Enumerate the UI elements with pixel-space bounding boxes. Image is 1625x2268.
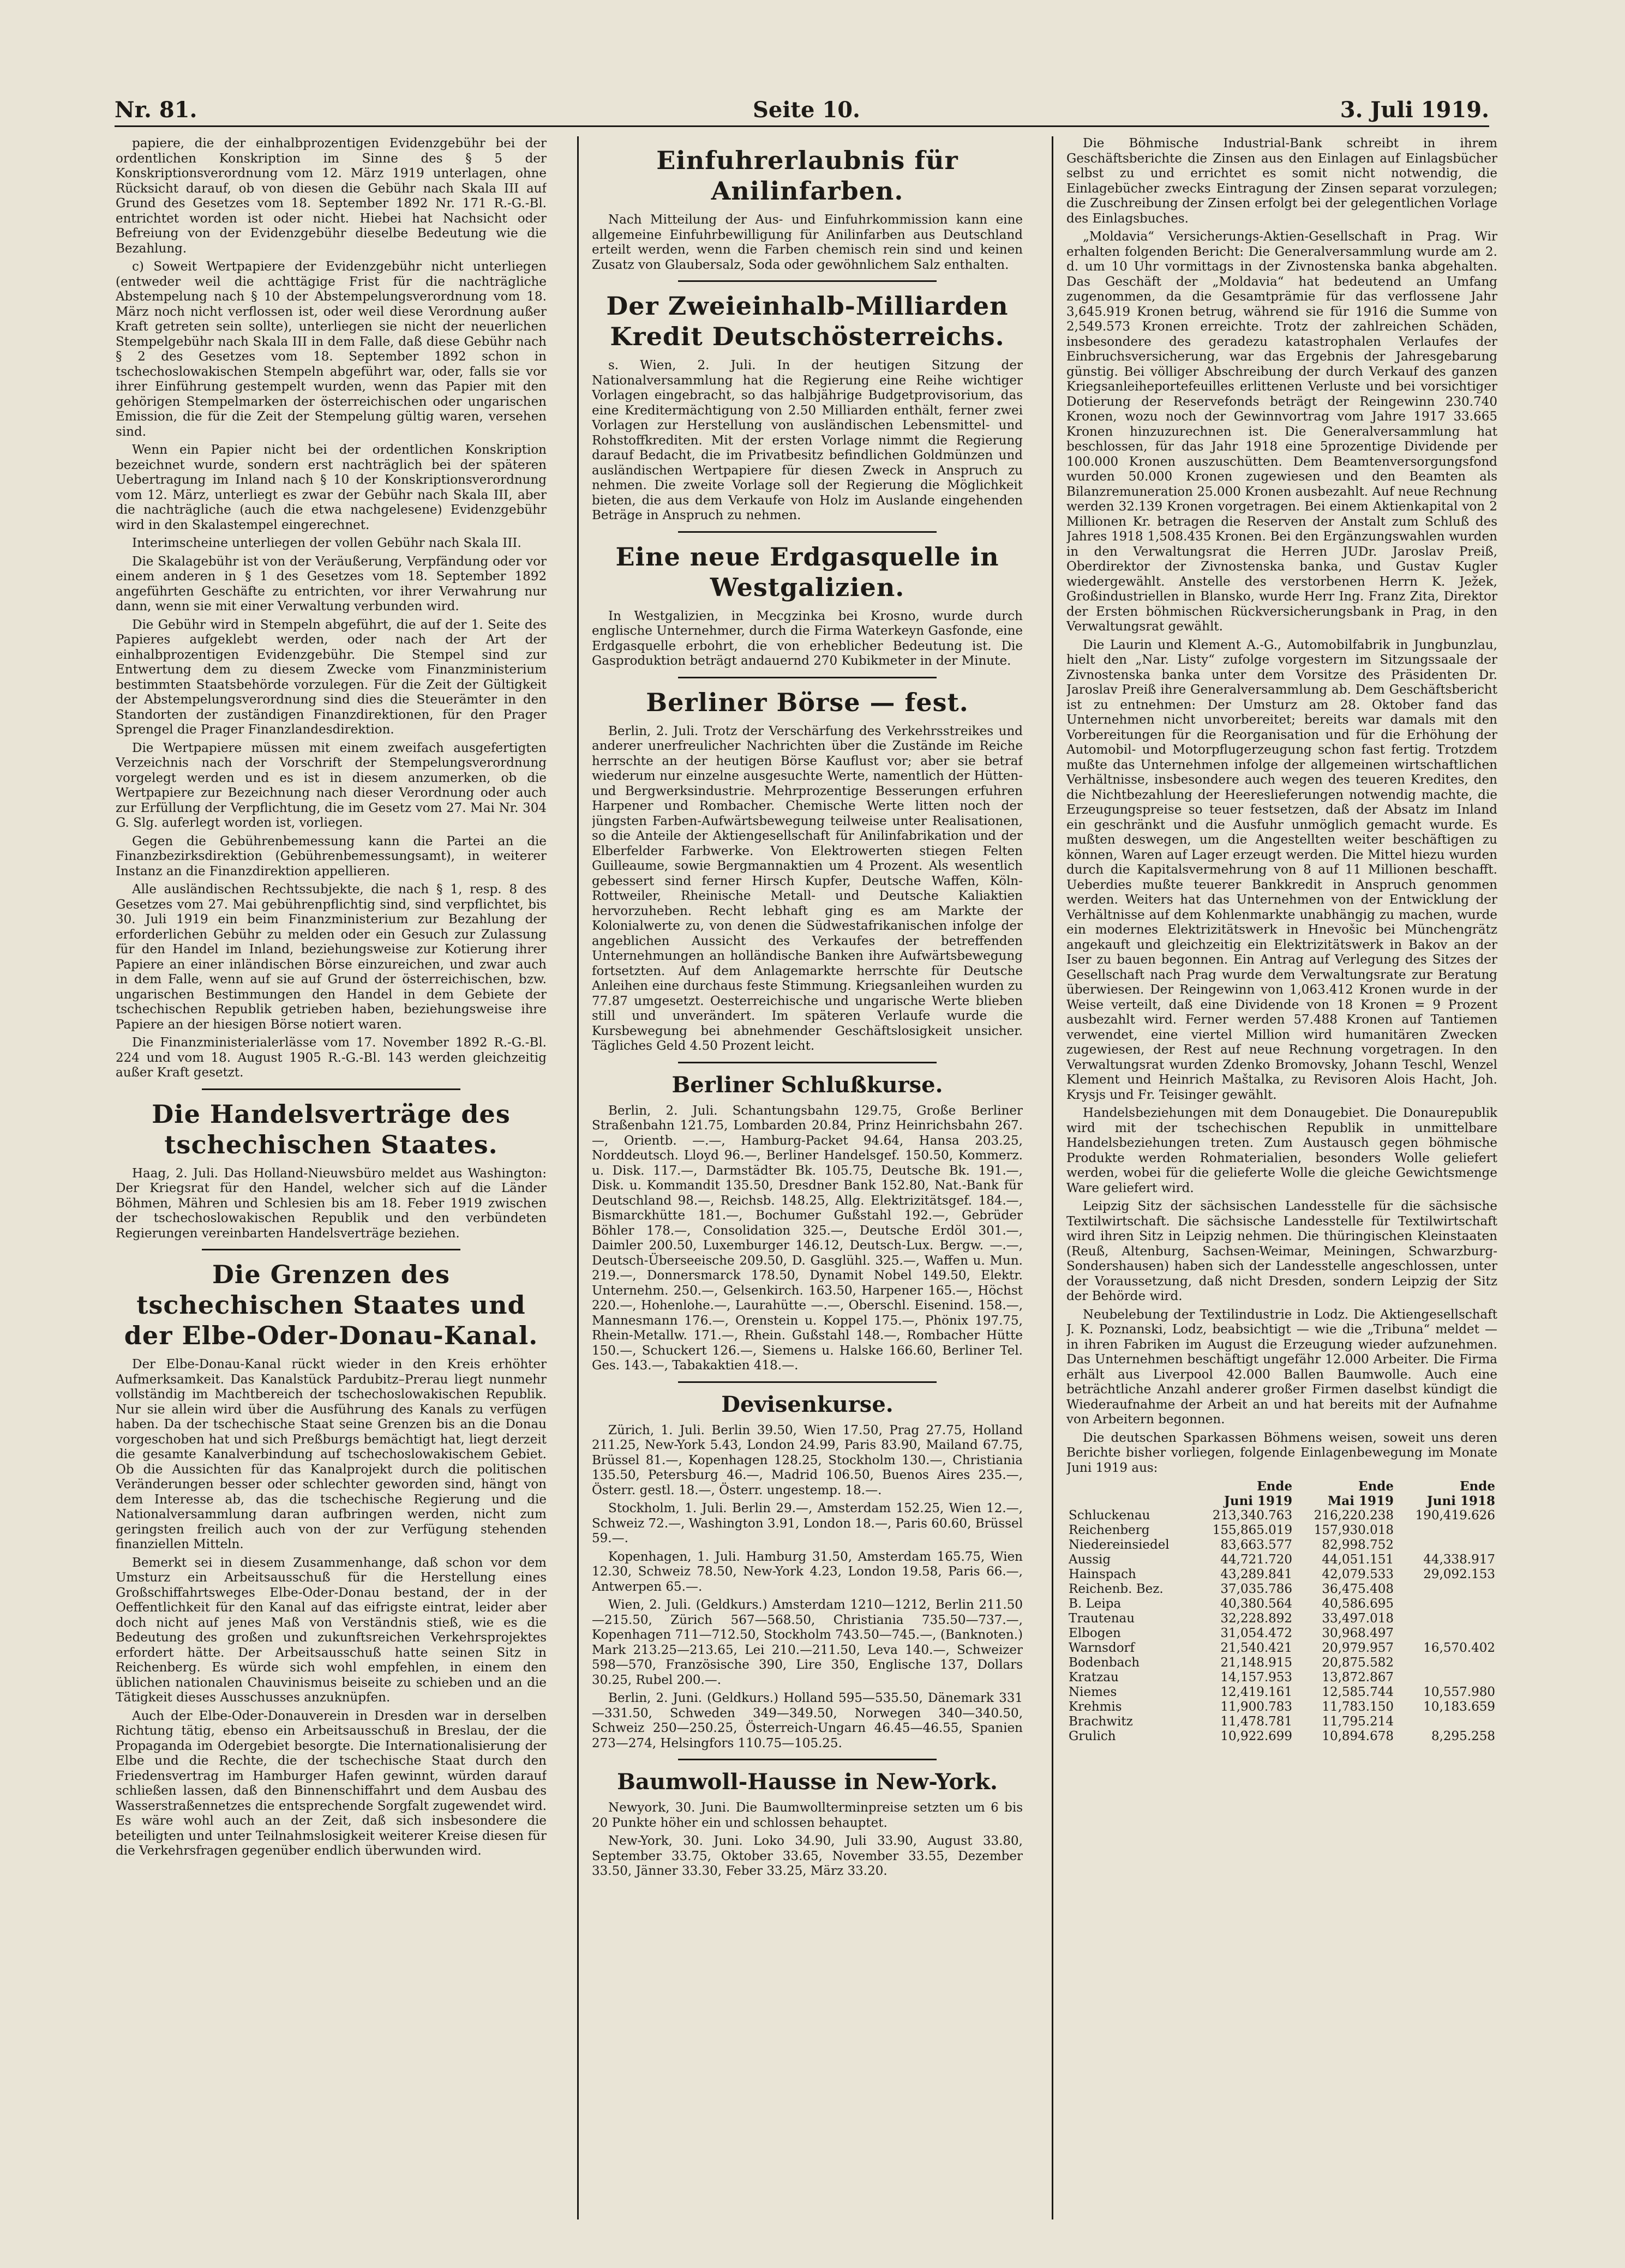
section-divider (678, 531, 937, 533)
paragraph: papiere, die der einhalbprozentigen Evidenzgebühr bei der ordentlichen Konskription im Sinne des § 5 der Konskriptionsverordnung vom 12. März 1919 unterlagen, ohne Rücksicht darauf, ob von diesen die Gebühr nach Skala III auf Grund des Gesetzes vom 18. September 1892 Nr. 171 R.-G.-Bl. entrichtet worden ist oder nicht. Hiebei hat Nachsicht oder Befreiung von der Evidenzgebühr dieselbe Bedeutung wie die Bezahlung. (116, 136, 547, 256)
sparkasse-name: Reichenb. Bez. (1069, 1582, 1164, 1596)
section-divider (678, 1381, 937, 1383)
column-3 (1066, 136, 1497, 2219)
sparkasse-name: Niemes (1069, 1685, 1117, 1699)
paragraph: Wenn ein Papier nicht bei der ordentlichen Konskription bezeichnet wurde, sondern erst nachträglich bei der späteren Uebertragung im Inland nach § 10 der Konskriptionsverordnung vom 12. März, unterliegt es zwar der Gebühr nach Skala III, aber die nachträgliche (auch die etwa nachgelesene) Evidenzgebühr wird in den Skalastempel eingerechnet. (116, 443, 547, 532)
deposit-value: 37,035.786 (1220, 1582, 1293, 1596)
deposit-value: 10,922.699 (1220, 1729, 1293, 1743)
section-divider (678, 1759, 937, 1760)
deposit-value: 11,795.214 (1322, 1714, 1394, 1729)
deposit-value: 43,289.841 (1220, 1567, 1293, 1581)
paragraph: s. Wien, 2. Juli. In der heutigen Sitzung der Nationalversammlung hat die Regierung eine Reihe wichtiger Vorlagen eingebracht, so das halbjährige Budgetprovisorium, das eine Kreditermächtigung von 2.50 Milliarden enthält, ferner zwei Vorlagen zur Herstellung von ausländischen Lebensmittel- und Rohstoffkrediten. Mit der ersten Vorlage nimmt die Regierung darauf Bedacht, die im Privatbesitz befindlichen Goldmünzen und ausländischen Wertpapiere für diesen Zweck in Anspruch zu nehmen. Die zweite Vorlage soll der Regierung die Möglichkeit bieten, die aus dem Verkaufe von Holz im Auslande eingehenden Beträge in Anspruch zu nehmen. (592, 358, 1023, 522)
deposit-value: 21,148.915 (1220, 1656, 1293, 1670)
issue-number: Nr. 81. (115, 97, 197, 123)
paragraph: Handelsbeziehungen mit dem Donaugebiet. Die Donaurepublik wird mit der tschechischen Republik in unmittelbare Handelsbeziehungen treten. Zum Austausch gegen böhmische Produkte werden Rohmaterialien, besonders Wolle geliefert werden, wobei für die gelieferte Wolle die gleiche Gewichtsmenge Ware geliefert wird. (1066, 1106, 1497, 1195)
sparkasse-name: B. Leipa (1069, 1597, 1122, 1611)
deposit-value: 11,900.783 (1220, 1700, 1293, 1714)
sparkasse-name: Elbogen (1069, 1626, 1121, 1640)
deposit-value: 157,930.018 (1314, 1523, 1394, 1537)
headline-kredit: Der Zweieinhalb-Milliarden Kredit Deutschösterreichs. (606, 291, 1009, 351)
deposit-value: 44,051.151 (1322, 1553, 1394, 1567)
deposit-value: 42,079.533 (1322, 1567, 1394, 1581)
deposit-value (1396, 1523, 1497, 1538)
paragraph: Berlin, 2. Juli. Schantungsbahn 129.75, Große Berliner Straßenbahn 121.75, Lombarden 20.84, Prinz Heinrichsbahn 267.—, Orientb. —.—, Hamburg-Packet 94.64, Hansa 203.25, Norddeutsch. Lloyd 96.—, Berliner Handelsgef. 150.50, Kommerz. u. Disk. 117.—, Darmstädter Bk. 105.75, Deutsche Bk. 191.—, Disk. u. Kommandit 135.50, Dresdner Bank 152.80, Nat.-Bank für Deutschland 98.—, Reichsb. 148.25, Allg. Elektrizitätsgef. 184.—, Bismarckhütte 181.—, Bochumer Gußstahl 192.—, Gebrüder Böhler 178.—, Consolidation 325.—, Deutsche Erdöl 301.—, Daimler 200.50, Luxemburger 146.12, Deutsch-Lux. Bergw. —.—, Deutsch-Überseeische 209.50, D. Gasglühl. 325.—, Waffen u. Mun. 219.—, Donnersmarck 178.50, Dynamit Nobel 149.50, Elektr. Unternehm. 250.—, Gelsenkirch. 163.50, Harpener 165.—, Höchst 220.—, Hohenlohe.—, Laurahütte —.—, Oberschl. Eisenind. 158.—, Mannesmann 176.—, Orenstein u. Koppel 175.—, Phönix 197.75, Rhein-Metallw. 171.—, Rhein. Gußstahl 148.—, Rombacher Hütte 150.—, Schuckert 126.—, Siemens u. Halske 166.60, Berliner Tel. Ges. 143.—, Tabakaktien 418.—. (592, 1103, 1023, 1373)
paragraph: Berlin, 2. Juni. (Geldkurs.) Holland 595—535.50, Dänemark 331—331.50, Schweden 349—349.50, Norwegen 340—340.50, Schweiz 250—250.25, Österreich-Ungarn 46.45—46.55, Spanien 273—274, Helsingfors 110.75—105.25. (592, 1691, 1023, 1750)
sparkasse-name: Brachwitz (1069, 1714, 1133, 1729)
paragraph: New-York, 30. Juni. Loko 34.90, Juli 33.90, August 33.80, September 33.75, Oktober 33.65, November 33.55, Dezember 33.50, Jänner 33.30, Feber 33.25, März 33.20. (592, 1834, 1023, 1878)
paragraph: Die Finanzministerialerlässe vom 17. November 1892 R.-G.-Bl. 224 und vom 18. August 1905 R.-G.-Bl. 143 werden gleichzeitig außer Kraft gesetzt. (116, 1036, 547, 1080)
sparkasse-name: Hainspach (1069, 1567, 1136, 1581)
deposit-value: 14,157.953 (1220, 1670, 1293, 1685)
paragraph: Newyork, 30. Juni. Die Baumwollterminpreise setzten um 6 bis 20 Punkte höher ein und schlossen behauptet. (592, 1801, 1023, 1830)
paragraph: Die Gebühr wird in Stempeln abgeführt, die auf der 1. Seite des Papieres aufgeklebt werden, oder nach der Art der einhalbprozentigen Evidenzgebühr. Die Stempel sind zur Entwertung dem zu diesem Zwecke vom Finanzministerium bestimmten Staatsbehörde vorzulegen. Für die Zeit der Gültigkeit der Abstempelungsverordnung sind dies die Steuerämter in den Standorten der zuständigen Finanzdirektionen, für den Prager Sprengel die Prager Finanzlandesdirektion. (116, 617, 547, 737)
headline-handelsvertraege: Die Handelsverträge des tschechischen Staates. (152, 1099, 511, 1159)
paragraph: Die Skalagebühr ist von der Veräußerung, Verpfändung oder vor einem anderen in § 1 des Gesetzes vom 18. September 1892 angeführten Geschäfte zu entrichten, vor ihrer Verwahrung nur dann, wenn sie mit einer Verwaltung verbunden wird. (116, 554, 547, 613)
deposit-value: 155,865.019 (1212, 1523, 1293, 1537)
deposit-value: 10,183.659 (1423, 1700, 1495, 1714)
column-2 (592, 136, 1023, 2219)
sparkasse-name: Niedereinsiedel (1069, 1538, 1170, 1552)
sparkassen-table (1066, 1479, 1497, 1744)
column-header: Juni 1919 (1224, 1494, 1293, 1508)
deposit-value: 32,228.892 (1220, 1611, 1293, 1626)
deposit-value: 213,340.763 (1212, 1508, 1293, 1523)
paragraph: Haag, 2. Juli. Das Holland-Nieuwsbüro meldet aus Washington: Der Kriegsrat für den Handel, welcher sich auf die Länder Böhmen, Mähren und Schlesien bis am 18. Feber 1919 zwischen der tschechoslowakischen Republik und den verbündeten Regierungen vereinbarten Handelsverträge beziehen. (116, 1166, 547, 1241)
deposit-value (1396, 1714, 1497, 1729)
headline-devisen: Devisenkurse. (721, 1391, 894, 1417)
headline-grenzen: Die Grenzen des tschechischen Staates und der Elbe-Oder-Donau-Kanal. (124, 1260, 538, 1350)
paragraph: Die Laurin und Klement A.-G., Automobilfabrik in Jungbunzlau, hielt den „Nar. Listy“ zufolge vorgestern im Sitzungssaale der Zivnostenska banka unter dem Vorsitze des Präsidenten Dr. Jaroslav Preiß ihre Generalversammlung ab. Dem Geschäftsbericht ist zu entnehmen: Der Umsturz am 28. Oktober fand das Unternehmen nicht unvorbereitet; bereits war damals mit den Vorbereitungen für die Reorganisation und für die Erhöhung der Automobil- und Motorpflugerzeugung schon fast fertig. Trotzdem mußte das Unternehmen infolge der allgemeinen wirtschaftlichen Verhältnisse, insbesondere auch wegen des teueren Kredites, den die Nichtbezahlung der Heereslieferungen notwendig machte, die Erzeugungspreise so teuer festsetzen, daß der Absatz im Inland ein geschränkt und die Ausfuhr unmöglich gemacht wurde. Es mußten deswegen, um die Angestellten weiter beschäftigen zu können, Waren auf Lager erzeugt werden. Die Mittel hiezu wurden durch die Kapitalsvermehrung von 8 auf 11 Millionen beschafft. Ueberdies mußte teuerer Bankkredit in Anspruch genommen werden. Weiters hat das Unternehmen von der Entwicklung der Verhältnisse auf dem Kohlenmarkte unabhängig zu machen, wurde ein modernes Elektrizitätswerk in Hnevošic bei Münchengrätz angekauft und gleichzeitig ein Elektrizitätswerk in Bakov an der Iser zu bauen begonnen. Ein Antrag auf Verlegung des Sitzes der Gesellschaft nach Prag wurde dem Verwaltungsrate zur Beratung überwiesen. Der Reingewinn von 1,063.412 Kronen wurde in der Weise verteilt, daß eine Dividende von 18 Kronen = 9 Prozent ausbezahlt wird. Ferner werden 57.488 Kronen auf Tantiemen verwendet, eine viertel Million wird humanitären Zwecken zugewiesen, der Rest auf neue Rechnung vorgetragen. In den Verwaltungsrat wurden Zdenko Bromovsky, Johann Teschl, Wenzel Klement und Heinrich Maštalka, zu Revisoren Alois Hacht, Joh. Krysjs und Fr. Teisinger gewählt. (1066, 637, 1497, 1102)
page-number: Seite 10. (753, 97, 860, 123)
deposit-value: 36,475.408 (1322, 1582, 1394, 1596)
sparkasse-name: Schluckenau (1069, 1508, 1150, 1523)
deposit-value: 40,380.564 (1220, 1597, 1293, 1611)
paragraph: Der Elbe-Donau-Kanal rückt wieder in den Kreis erhöhter Aufmerksamkeit. Das Kanalstück Pardubitz–Prerau liegt nunmehr vollständig im Machtbereich der tschechoslowakischen Republik. Nur sie allein wird über die Ausführung des Kanals zu verfügen haben. Da der tschechische Staat seine Grenzen bis an die Donau vorgeschoben hat und sich Preßburgs bemächtigt hat, liegt derzeit die gesamte Kanalverbindung auf tschechoslowakischem Gebiet. Ob die Aussichten für das Kanalprojekt durch die politischen Veränderungen besser oder schlechter geworden sind, hängt von dem Interesse ab, das die tschechische Regierung und die Nationalversammlung daran aufbringen werden, nicht zum geringsten freilich auch von der zur Verfügung stehenden finanziellen Mitteln. (116, 1357, 547, 1551)
table-row (1066, 1567, 1497, 1582)
section-divider (678, 677, 937, 678)
deposit-value: 12,585.744 (1322, 1685, 1394, 1699)
deposit-value: 31,054.472 (1220, 1626, 1293, 1640)
deposit-value: 20,979.957 (1322, 1641, 1394, 1655)
section-divider (678, 1062, 937, 1063)
deposit-value (1396, 1626, 1497, 1641)
table-row (1066, 1626, 1497, 1641)
table-row (1066, 1656, 1497, 1670)
column-header: Mai 1919 (1327, 1494, 1394, 1508)
paragraph: Kopenhagen, 1. Juli. Hamburg 31.50, Amsterdam 165.75, Wien 12.30, Schweiz 78.50, New-York 4.23, London 19.58, Paris 66.—, Antwerpen 65.—. (592, 1549, 1023, 1594)
deposit-value: 190,419.626 (1415, 1508, 1495, 1523)
deposit-value (1396, 1656, 1497, 1670)
table-row (1066, 1729, 1497, 1744)
table-row (1066, 1538, 1497, 1553)
deposit-value (1396, 1597, 1497, 1611)
headline-baumwolle: Baumwoll-Hausse in New-York. (617, 1769, 998, 1795)
column-rule (1052, 136, 1053, 2219)
section-divider (678, 280, 937, 282)
section-divider (202, 1088, 460, 1090)
paragraph: Auch der Elbe-Oder-Donauverein in Dresden war in derselben Richtung tätig, ebenso ein Arbeitsausschuß in Breslau, der die Propaganda im Odergebiet besorgte. Die Internationalisierung der Elbe und die Rechte, die der tschechische Staat durch den Friedensvertrag im Hamburger Hafen gewinnt, würden darauf schließen lassen, daß den Binnenschiffahrt und dem Ausbau des Wasserstraßennetzes die entsprechende Sorgfalt zugewendet wird. Es wäre wohl auch an der Zeit, daß sich insbesondere die beteiligten und unter Teilnahmslosigkeit weiterer Kreise diesen für die Verkehrsfragen gegenüber endlich überwunden wird. (116, 1708, 547, 1858)
deposit-value: 10,557.980 (1423, 1685, 1495, 1699)
table-row (1066, 1553, 1497, 1567)
paragraph: Neubelebung der Textilindustrie in Lodz. Die Aktiengesellschaft J. K. Poznanski, Lodz, beabsichtigt — wie die „Tribuna“ meldet — in ihren Fabriken im August die Erzeugung wieder aufzunehmen. Das Unternehmen beschäftigt ungefähr 12.000 Arbeiter. Die Firma erhält aus Liverpool 42.000 Ballen Baumwolle. Auch eine beträchtliche Anzahl anderer großer Firmen daselbst kündigt die Wiederaufnahme der Arbeit an und hat bereits mit der Aufnahme von Arbeitern begonnen. (1066, 1307, 1497, 1427)
table-row (1066, 1508, 1497, 1523)
section-divider (202, 1249, 460, 1250)
deposit-value (1396, 1582, 1497, 1597)
table-header-row (1066, 1479, 1497, 1494)
paragraph: Nach Mitteilung der Aus- und Einfuhrkommission kann eine allgemeine Einfuhrbewilligung für Anilinfarben aus Deutschland erteilt werden, wenn die Farben chemisch rein sind und keinen Zusatz von Glaubersalz, Soda oder gewöhnlichem Salz enthalten. (592, 213, 1023, 272)
table-header-row (1066, 1494, 1497, 1508)
sparkasse-name: Aussig (1069, 1553, 1111, 1567)
deposit-value (1396, 1611, 1497, 1626)
column-header (1066, 1494, 1193, 1508)
paragraph: Die Wertpapiere müssen mit einem zweifach ausgefertigten Verzeichnis nach der Vorschrift der Stempelungsverordnung vorgelegt werden und es ist in diesem anzumerken, ob die Wertpapiere zur Bezeichnung nach dieser Verordnung oder auch zur Erfüllung der Verpflichtung, die im Gesetz vom 27. Mai Nr. 304 G. Slg. auferlegt worden ist, vorliegen. (116, 741, 547, 830)
page-header (115, 93, 1489, 127)
deposit-value (1396, 1670, 1497, 1685)
deposit-value: 44,338.917 (1423, 1553, 1495, 1567)
table-row (1066, 1641, 1497, 1656)
paragraph: Bemerkt sei in diesem Zusammenhange, daß schon vor dem Umsturz ein Arbeitsausschuß für die Herstellung eines Großschiffahrtsweges Elbe-Oder-Donau bestand, der in der Oeffentlichkeit für den Kanal auf das eifrigste eintrat, leider aber doch nicht auf jenes Maß von Verständnis stieß, wie es die Bedeutung des großen und zukunftsreichen Verkehrsprojektes erfordert hätte. Der Arbeitsausschuß hatte seinen Sitz in Reichenberg. Es würde sich wohl empfehlen, in einem den üblichen nationalen Chauvinismus beiseite zu schieben und an die Tätigkeit dieses Ausschusses anzuknüpfen. (116, 1555, 547, 1705)
sparkasse-name: Kratzau (1069, 1670, 1119, 1685)
deposit-value: 29,092.153 (1423, 1567, 1495, 1581)
sparkasse-name: Grulich (1069, 1729, 1116, 1743)
sparkasse-name: Warnsdorf (1069, 1641, 1135, 1655)
table-row (1066, 1670, 1497, 1685)
issue-date: 3. Juli 1919. (1340, 97, 1489, 123)
paragraph: Wien, 2. Juli. (Geldkurs.) Amsterdam 1210—1212, Berlin 211.50—215.50, Zürich 567—568.50, Christiania 735.50—737.—, Kopenhagen 711—712.50, Stockholm 743.50—745.—, (Banknoten.) Mark 213.25—213.65, Lei 210.—211.50, Leva 140.—, Schweizer 598—570, Französische 390, Lire 350, Englische 137, Dollars 30.25, Rubel 200.—. (592, 1598, 1023, 1687)
paragraph: Die Böhmische Industrial-Bank schreibt in ihrem Geschäftsberichte die Zinsen aus den Einlagen auf Einlagsbücher selbst zu und errichtet es somit nicht notwendig, die Einlagebücher zwecks Eintragung der Zinsen separat vorzulegen; die Zuschreibung der Zinsen erfolgt bei der gelegentlichen Vorlage des Einlagsbuches. (1066, 136, 1497, 226)
deposit-value: 21,540.421 (1220, 1641, 1293, 1655)
paragraph: Stockholm, 1. Juli. Berlin 29.—, Amsterdam 152.25, Wien 12.—, Schweiz 72.—, Washington 3.91, London 18.—, Paris 60.60, Brüssel 59.—. (592, 1501, 1023, 1545)
table-row (1066, 1611, 1497, 1626)
table-row (1066, 1685, 1497, 1700)
paragraph: Zürich, 1. Juli. Berlin 39.50, Wien 17.50, Prag 27.75, Holland 211.25, New-York 5.43, London 24.99, Paris 83.90, Mailand 67.75, Brüssel 81.—, Kopenhagen 128.25, Stockholm 130.—, Christiania 135.50, Petersburg 46.—, Madrid 106.50, Buenos Aires 235.—, Österr. gestl. 18.—, Österr. ungestemp. 18.—. (592, 1423, 1023, 1497)
deposit-value: 12,419.161 (1220, 1685, 1293, 1699)
column-header: Ende (1460, 1479, 1495, 1494)
column-header (1066, 1479, 1193, 1494)
deposit-value: 30,968.497 (1322, 1626, 1394, 1640)
table-row (1066, 1582, 1497, 1597)
deposit-value: 20,875.582 (1322, 1656, 1394, 1670)
paragraph: „Moldavia“ Versicherungs-Aktien-Gesellschaft in Prag. Wir erhalten folgenden Bericht: Die Generalversammlung wurde am 2. d. um 10 Uhr vormittags in der Zivnostenska banka abgehalten. Das Geschäft der „Moldavia“ hat bedeutend an Umfang zugenommen, da die Gesamtprämie für das verflossene Jahr 3,645.919 Kronen betrug, während sie für 1916 die Summe von 2,549.573 Kronen erreichte. Trotz der zahlreichen Schäden, insbesondere des geradezu katastrophalen Verlaufes der Einbruchsversicherung, war das Ergebnis der Jahresgebarung günstig. Bei völliger Abschreibung der durch Verkauf des ganzen Kriegsanleiheportefeuilles erlittenen Verluste und bei vorsichtiger Dotierung der Reservefonds beträgt der Reingewinn 230.740 Kronen, wozu noch der Gewinnvortrag vom Jahre 1917 33.665 Kronen hinzuzurechnen ist. Die Generalversammlung hat beschlossen, für das Jahr 1918 eine 5prozentige Dividende per 100.000 Kronen auszuschütten. Dem Beamtenversorgungsfond wurden 50.000 Kronen zugewiesen und den Beamten als Bilanzremuneration 25.000 Kronen ausbezahlt. Auf neue Rechnung werden 32.139 Kronen vorgetragen. Bei einem Aktienkapital von 2 Millionen Kr. betragen die Reserven der Anstalt zum Schluß des Jahres 1918 1,508.435 Kronen. Bei den Ergänzungswahlen wurden in den Verwaltungsrat die Herren JUDr. Jaroslav Preiß, Oberdirektor der Zivnostenska banka, und Gustav Kugler wiedergewählt. Anstelle des verstorbenen Herrn K. Ježek, Großindustriellen in Blansko, wurde Herr Ing. Franz Zita, Direktor der Ersten böhmischen Rückversicherungsbank in Prag, in den Verwaltungsrat gewählt. (1066, 230, 1497, 634)
sparkasse-name: Bodenbach (1069, 1656, 1140, 1670)
deposit-value (1396, 1538, 1497, 1553)
deposit-value: 83,663.577 (1220, 1538, 1293, 1552)
column-1 (116, 136, 547, 2219)
headline-erdgas: Eine neue Erdgasquelle in Westgalizien. (615, 542, 999, 602)
sparkasse-name: Reichenberg (1069, 1523, 1150, 1537)
paragraph: c) Soweit Wertpapiere der Evidenzgebühr nicht unterliegen (entweder weil die achttägige Frist für die nachträgliche Abstempelung nach § 10 der Abstempelungsverordnung vom 18. März noch nicht verflossen ist, oder weil diese Verordnung außer Kraft getreten sein sollte), unterliegen sie nicht der neuerlichen Stempelgebühr nach Skala III in dem Falle, daß diese Gebühr nach § 2 des Gesetzes vom 18. September 1892 schon in tschechoslowakischen Stempeln abgeführt war, oder, falls sie vor ihrer Einführung gestempelt wurden, wenn das Papier mit den gehörigen Stempelmarken der österreichischen oder ungarischen Emission, die für die Zeit der Stempelung gültig waren, versehen sind. (116, 260, 547, 439)
paragraph: Die deutschen Sparkassen Böhmens weisen, soweit uns deren Berichte bisher vorliegen, folgende Einlagenbewegung im Monate Juni 1919 aus: (1066, 1430, 1497, 1475)
column-header: Juni 1918 (1426, 1494, 1495, 1508)
headline-boerse: Berliner Börse — fest. (646, 687, 969, 717)
deposit-value: 16,570.402 (1423, 1641, 1495, 1655)
sparkasse-name: Trautenau (1069, 1611, 1135, 1626)
sparkasse-name: Krehmis (1069, 1700, 1122, 1714)
column-header: Ende (1358, 1479, 1394, 1494)
deposit-value: 13,872.867 (1322, 1670, 1394, 1685)
deposit-value: 216,220.238 (1314, 1508, 1394, 1523)
deposit-value: 8,295.258 (1431, 1729, 1495, 1743)
deposit-value: 82,998.752 (1322, 1538, 1394, 1552)
deposit-value: 11,783.150 (1322, 1700, 1394, 1714)
deposit-value: 11,478.781 (1220, 1714, 1293, 1729)
deposit-value: 40,586.695 (1322, 1597, 1394, 1611)
headline-einfuhr: Einfuhrerlaubnis für Anilinfarben. (656, 146, 958, 206)
deposit-value: 44,721.720 (1220, 1553, 1293, 1567)
paragraph: In Westgalizien, in Mecgzinka bei Krosno, wurde durch englische Unternehmer, durch die Firma Waterkeyn Gasfonde, eine Erdgasquelle erbohrt, die von erheblicher Bedeutung ist. Die Gasproduktion beträgt andauernd 270 Kubikmeter in der Minute. (592, 609, 1023, 668)
table-row (1066, 1700, 1497, 1714)
paragraph: Leipzig Sitz der sächsischen Landesstelle für die sächsische Textilwirtschaft. Die sächsische Landesstelle für Textilwirtschaft wird ihren Sitz in Leipzig nehmen. Die thüringischen Kleinstaaten (Reuß, Altenburg, Sachsen-Weimar, Meiningen, Schwarzburg-Sondershausen) haben sich der Landesstelle angeschlossen, unter der Voraussetzung, daß nicht Dresden, sondern Leipzig der Sitz der Behörde wird. (1066, 1199, 1497, 1303)
deposit-value: 33,497.018 (1322, 1611, 1394, 1626)
column-header: Ende (1257, 1479, 1293, 1494)
table-row (1066, 1523, 1497, 1538)
paragraph: Alle ausländischen Rechtssubjekte, die nach § 1, resp. 8 des Gesetzes vom 27. Mai gebührenpflichtig sind, sind verpflichtet, bis 30. Juli 1919 ein beim Finanzministerium zur Bezahlung der erforderlichen Gebühr zu melden oder ein Gesuch zur Zulassung für den Handel im Inland, beziehungsweise zur Kotierung ihrer Papiere an einer inländischen Börse einzureichen, und zwar auch in dem Falle, wenn auf sie auf Grund der österreichischen, bzw. ungarischen Bestimmungen den Handel in dem Gebiete der tschechischen Republik getrieben haben, beziehungsweise ihre Papiere an der hiesigen Börse notiert waren. (116, 882, 547, 1032)
column-rule (577, 136, 579, 2219)
headline-schlusskurse: Berliner Schlußkurse. (671, 1072, 943, 1098)
deposit-value: 10,894.678 (1322, 1729, 1394, 1743)
paragraph: Interimscheine unterliegen der vollen Gebühr nach Skala III. (132, 536, 521, 550)
table-row (1066, 1597, 1497, 1611)
paragraph: Gegen die Gebührenbemessung kann die Partei an die Finanzbezirksdirektion (Gebührenbemessungsamt), in weiterer Instanz an die Finanzdirektion appellieren. (116, 834, 547, 879)
paragraph: Berlin, 2. Juli. Trotz der Verschärfung des Verkehrsstreikes und anderer unerfreulicher Nachrichten über die Zustände im Reiche herrschte an der heutigen Börse Kauflust vor; aber sie betraf wiederum nur einzelne ausgesuchte Werte, namentlich der Hütten- und Bergwerksindustrie. Mehrprozentige Besserungen erfuhren Harpener und Rombacher. Chemische Werte litten noch der jüngsten Farben-Aufwärtsbewegung teilweise unter Realisationen, so die Anteile der Aktiengesellschaft für Anilinfabrikation und der Elberfelder Farbwerke. Von Elektrowerten stiegen Felten Guilleaume, sowie Bergmannaktien um 4 Prozent. Als wesentlich gebessert sind ferner Hirsch Kupfer, Deutsche Waffen, Köln-Rottweiler, Rheinische Metall- und Deutsche Kaliaktien hervorzuheben. Recht lebhaft ging es am Markte der Kolonialwerte zu, von denen die Südwestafrikanischen infolge der angeblichen Aussicht des Verkaufes der betreffenden Unternehmungen an holländische Banken ihre Aufwärtsbewegung fortsetzten. Auf dem Anlagemarkte herrschte für Deutsche Anleihen eine durchaus feste Stimmung. Kriegsanleihen wurden zu 77.87 umgesetzt. Oesterreichische und ungarische Werte blieben still und unverändert. Im späteren Verlaufe wurde die Kursbewegung bei abnehmender Geschäftslosigkeit unsicher. Tägliches Geld 4.50 Prozent leicht. (592, 724, 1023, 1053)
table-row (1066, 1714, 1497, 1729)
